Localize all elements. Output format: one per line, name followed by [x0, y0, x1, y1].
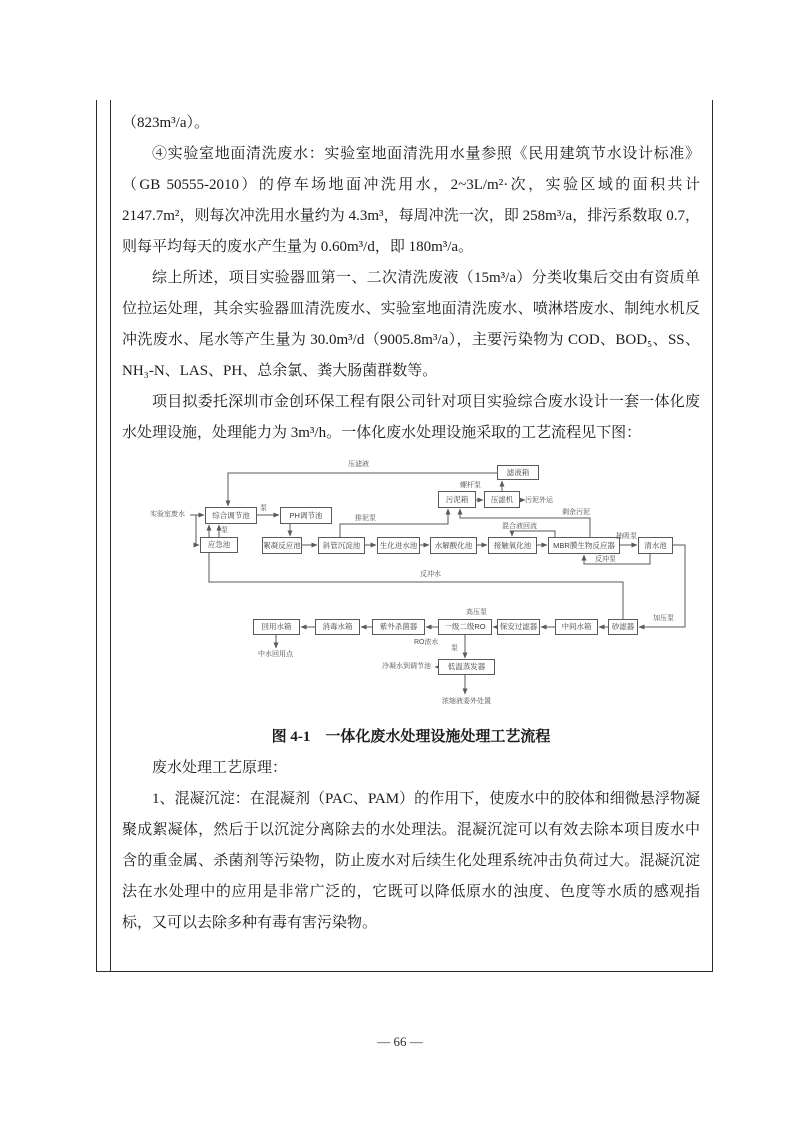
flow-box-ph-tank: PH调节池	[280, 507, 332, 524]
table-border-bottom	[96, 971, 713, 972]
press-filtrate-label: 压滤液	[348, 461, 369, 468]
paragraph: 综上所述，项目实验器皿第一、二次清洗废液（15m³/a）分类收集后交由有资质单位拉运处理，其余实验器皿清洗废水、实验室地面清洗废水、喷淋塔废水、制纯水机反冲洗废水、尾水等产生量为 30.0m³/d（9005.8m³/a），主要污染物为 COD、BOD₅、SS、NH₃-N、LAS、PH、总余氯、粪大肠菌群数等。	[122, 270, 700, 379]
paragraph: 项目拟委托深圳市金创环保工程有限公司针对项目实验综合废水设计一套一体化废水处理设施，处理能力为 3m³/h。一体化废水处理设施采取的工艺流程见下图：	[122, 394, 700, 441]
mixed-liquor-return-label: 混合液回流	[502, 523, 537, 530]
backwash-water-label: 反冲水	[420, 571, 441, 578]
page-number: — 66 —	[377, 1034, 423, 1049]
inlet-label: 实验室废水	[150, 511, 185, 518]
process-flow-figure	[122, 449, 700, 722]
figure-caption: 图 4-1 一体化废水处理设施处理工艺流程	[271, 729, 551, 745]
backwash-pump-label: 反冲泵	[595, 556, 616, 563]
excess-sludge-label: 剩余污泥	[562, 509, 590, 516]
paragraph: （823m³/a）。	[122, 115, 209, 131]
screw-pump-label: 螺杆泵	[460, 482, 481, 489]
flow-box-inclined-settler: 斜管沉淀池	[318, 537, 365, 554]
flow-box-emergency-tank: 应急池	[200, 537, 238, 553]
flow-box-ro-unit: 一级二级RO	[438, 619, 492, 635]
paragraph: 废水处理工艺原理：	[152, 760, 288, 776]
flow-box-filtrate-tank: 滤液箱	[497, 465, 539, 480]
pump-label: 泵	[260, 505, 267, 512]
pump-label: 泵	[451, 645, 458, 652]
flow-box-uv-sterilizer: 紫外杀菌器	[372, 619, 425, 635]
flow-box-bio-inlet-tank: 生化进水池	[377, 537, 420, 554]
concentrate-label: 浓缩液委外处置	[442, 698, 491, 705]
flow-box-disinfection-tank: 消毒水箱	[315, 619, 360, 635]
flow-box-filter-press: 压滤机	[484, 491, 520, 508]
flow-box-sludge-tank: 污泥箱	[438, 491, 476, 508]
flow-box-mbr-reactor: MBR膜生物反应器	[548, 537, 620, 554]
flow-box-security-filter: 保安过滤器	[497, 619, 540, 635]
table-border-left-inner	[110, 100, 111, 972]
high-pressure-pump-label: 高压泵	[466, 609, 487, 616]
flow-diagram	[150, 459, 690, 711]
flow-box-sand-filter: 砂滤器	[608, 619, 638, 635]
mud-pump-label: 排泥泵	[355, 515, 376, 522]
suction-pump-label: 抽吸泵	[616, 533, 637, 540]
flow-connectors	[150, 459, 690, 711]
sludge-disposal-label: 污泥外运	[525, 497, 553, 504]
flow-box-reuse-tank: 回用水箱	[253, 619, 300, 635]
ro-concentrate-label: RO浓水	[414, 639, 439, 646]
flow-box-clean-water-tank: 清水池	[638, 537, 673, 554]
flow-box-contact-oxidation-tank: 接触氧化池	[488, 537, 537, 554]
flow-box-regulating-tank: 综合调节池	[205, 507, 257, 524]
table-border-right	[712, 100, 713, 972]
condensate-label: 冷凝水到调节池	[382, 663, 431, 670]
body-text	[122, 108, 700, 939]
pump-label: 泵	[221, 527, 228, 534]
boost-pump-label: 加压泵	[653, 615, 674, 622]
flow-box-evaporator: 低温蒸发器	[438, 659, 495, 675]
flow-box-flocculation-tank: 絮凝反应池	[262, 537, 302, 554]
reuse-point-label: 中水回用点	[258, 651, 293, 658]
paragraph: 1、混凝沉淀：在混凝剂（PAC、PAM）的作用下，使废水中的胶体和细微悬浮物凝聚成絮凝体，然后于以沉淀分离除去的水处理法。混凝沉淀可以有效去除本项目废水中含的重金属、杀菌剂等污染物，防止废水对后续生化处理系统冲击负荷过大。混凝沉淀法在水处理中的应用是非常广泛的，它既可以降低原水的浊度、色度等水质的感观指标，又可以去除多种有毒有害污染物。	[122, 791, 700, 931]
paragraph: ④实验室地面清洗废水：实验室地面清洗用水量参照《民用建筑节水设计标准》（GB 50555-2010）的停车场地面冲洗用水，2~3L/m²·次，实验区域的面积共计 2147.7m²，则每次冲洗用水量约为 4.3m³，每周冲洗一次，即 258m³/a，排污系数取 0.7，则每平均每天的废水产生量为 0.60m³/d，即 180m³/a。	[122, 146, 700, 255]
table-border-left-outer	[96, 100, 97, 972]
flow-box-hydrolysis-tank: 水解酸化池	[430, 537, 477, 554]
flow-box-intermediate-tank: 中间水箱	[555, 619, 598, 635]
